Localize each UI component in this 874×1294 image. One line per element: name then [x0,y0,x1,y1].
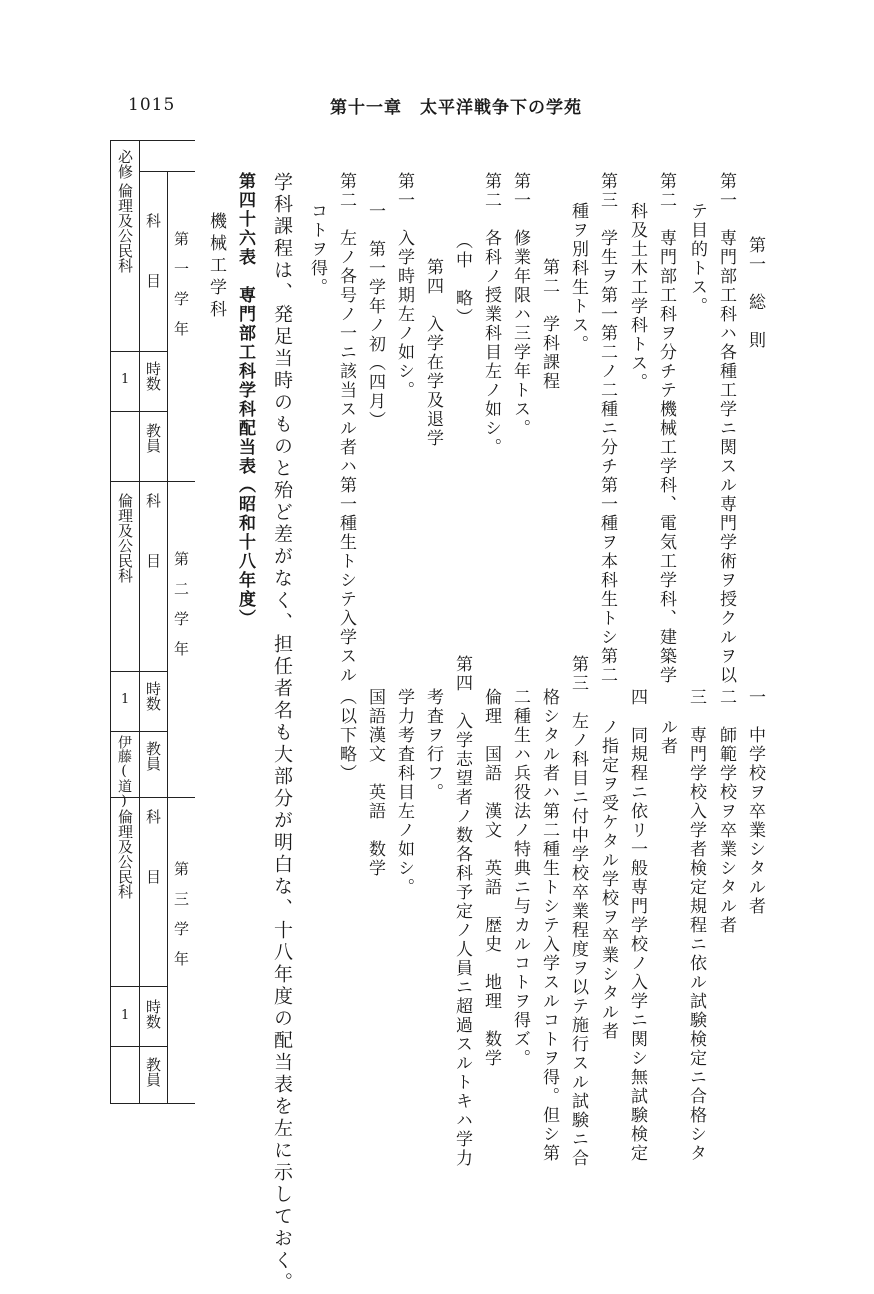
article-2-line1: 第二 専門部工科ヲ分チテ機械工学科、電気工学科、建築学 [656,172,676,685]
admission-3-line1: 第三 左ノ科目ニ付中学校卒業程度ヲ以テ施行スル試験ニ合 [568,655,588,1168]
row-label-required: 必修 [116,149,134,179]
qualification-3-line2: ル者 [657,718,677,756]
year-2-header: 第 二 学 年 [172,551,190,656]
admission-2-line1: 第二 左ノ各号ノ一ニ該当スル者ハ第一種生トシテ入学スル [336,172,356,685]
article-3-line2: 種ヲ別科生トス。 [568,202,588,354]
section-heading-curriculum: 第二 学科課程 [539,258,559,391]
narrative-text: 学科課程は、発足当時のものと殆ど差がなく、担任者名も大部分が明白な、十八年度の配当表を左に示しておく。 [271,172,293,1294]
admission-2-line2: コトヲ得。 [307,202,327,297]
admission-4-subjects: 国語漢文 英語 数学 [365,688,385,878]
admission-3-line2: 格シタル者ハ第二種生トシテ入学スルコトヲ得。但シ第 [539,688,559,1163]
curriculum-2: 第二 各科ノ授業科目左ノ如シ。 [481,172,501,457]
qualification-4-line1: 四 同規程ニ依リ一般専門学校ノ入学ニ関シ無試験検定 [627,688,647,1163]
omitted-note: （中 略） [452,232,472,327]
section-heading-admission: 第四 入学在学及退学 [423,258,443,448]
admission-1: 第一 入学時期左ノ如シ。 [394,172,414,400]
y3-hours-header: 時数 [144,999,162,1029]
y1-subject-header: 科 目 [144,213,162,288]
article-1-line1: 第一 専門部工科ハ各種工学ニ関スル専門学術ヲ授クルヲ以 [716,172,736,685]
qualification-1: 一 中学校ヲ卒業シタル者 [745,688,765,916]
y2-subject: 倫理及公民科 [116,493,134,583]
article-3-line1: 第三 学生ヲ第一第二ノ二種ニ分チ第一種ヲ本科生トシ第二 [597,172,617,685]
admission-4-sub: 学力考査科目左ノ如シ。 [394,688,414,897]
y2-subject-header: 科 目 [144,493,162,568]
y1-hours-header: 時数 [144,361,162,391]
y3-teacher-header: 教員 [144,1057,162,1087]
qualification-3-line1: 三 専門学校入学者検定規程ニ依ル試験検定ニ合格シタ [686,688,706,1163]
chapter-title: 第十一章 太平洋戦争下の学苑 [330,98,582,118]
y3-subject: 倫理及公民科 [116,809,134,899]
admission-4-line2: 考査ヲ行フ。 [423,688,443,802]
qualification-2: 二 師範学校ヲ卒業シタル者 [716,688,736,935]
y3-hours: 1 [121,1008,130,1023]
y2-teacher-header: 教員 [144,741,162,771]
y2-hours: 1 [121,692,130,707]
admission-1a: 一 第一学年ノ初（四月） [365,202,385,430]
admission-3-line3: 二種生ハ兵役法ノ特典ニ与カルコトヲ得ズ。 [510,688,530,1068]
curriculum-1: 第一 修業年限ハ三学年トス。 [510,172,530,438]
y2-teacher: 伊藤(道) [116,735,132,809]
y2-hours-header: 時数 [144,681,162,711]
department-name: 機械工学科 [206,212,226,322]
admission-4-line1: 第四 入学志望者ノ数各科予定ノ人員ニ超過スルトキハ学力 [452,655,472,1168]
article-2-line2: 科及土木工学科トス。 [627,202,647,392]
y1-teacher-header: 教員 [144,423,162,453]
y3-subject-header: 科 目 [144,809,162,884]
article-1-line2: テ目的トス。 [687,202,707,316]
y1-subject: 倫理及公民科 [116,183,134,273]
qualification-4-line2: ノ指定ヲ受ケタル学校ヲ卒業シタル者 [598,718,618,1041]
section-heading-general: 第一 総 則 [745,236,765,350]
curriculum-table [110,140,195,1104]
year-3-header: 第 三 学 年 [172,861,190,966]
year-1-header: 第 一 学 年 [172,231,190,336]
y1-hours: 1 [121,372,130,387]
admission-3-subjects: 倫理 国語 漢文 英語 歴史 地理 数学 [481,688,501,1068]
table-caption: 第四十六表 専門部工科学科配当表（昭和十八年度） [235,172,255,628]
end-omitted-note: （以下略） [336,688,356,783]
page-number: 1015 [128,95,176,115]
